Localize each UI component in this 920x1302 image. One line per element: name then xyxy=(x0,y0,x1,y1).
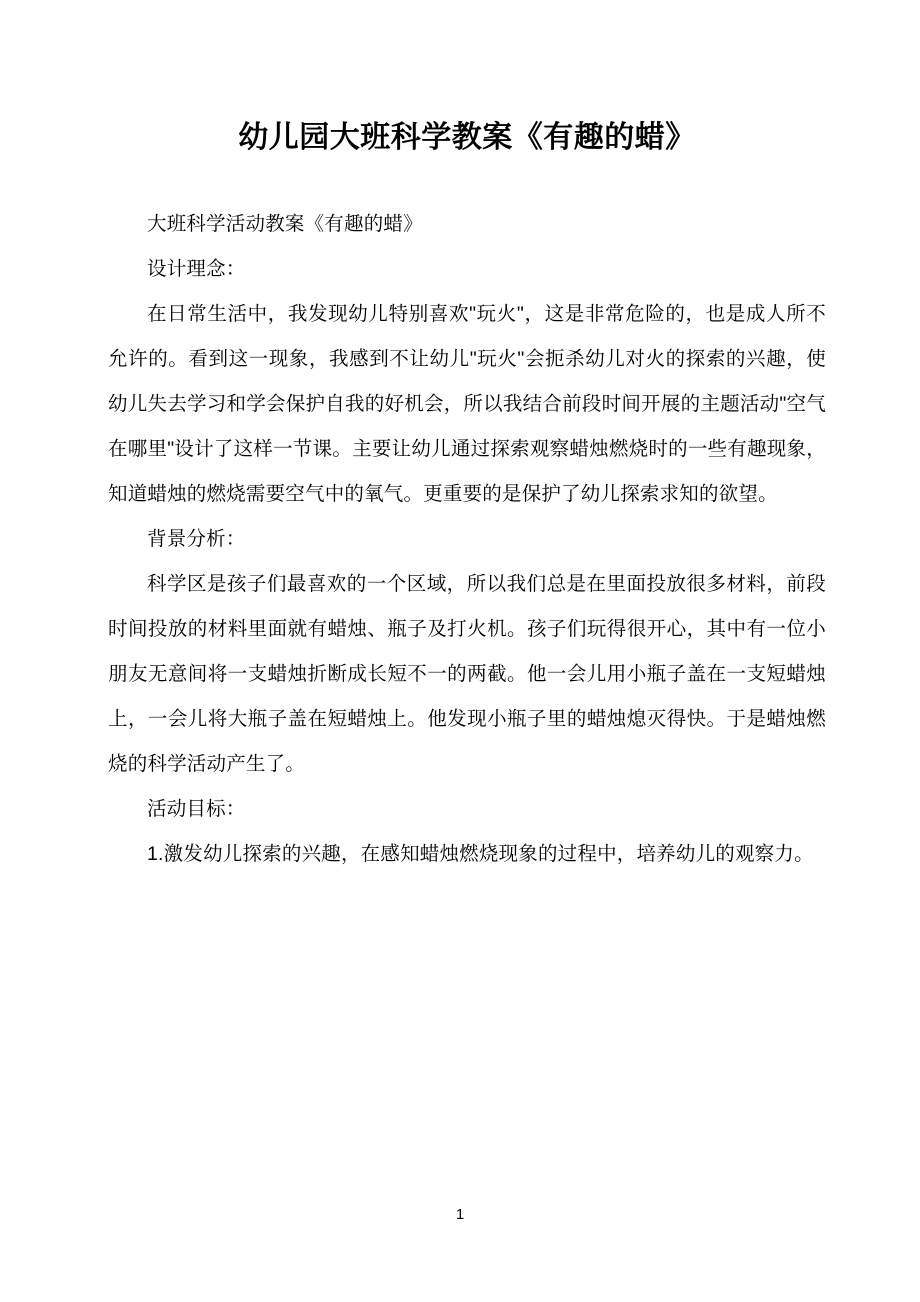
paragraph-subtitle: 大班科学活动教案《有趣的蜡》 xyxy=(147,213,423,235)
paragraph-background-body: 科学区是孩子们最喜欢的一个区域，所以我们总是在里面投放很多材料，前段时间投放的材料里面就有蜡烛、瓶子及打火机。孩子们玩得很开心，其中有一位小朋友无意间将一支蜡烛折断成长短不一的两截。他一会儿用小瓶子盖在一支短蜡烛上，一会儿将大瓶子盖在短蜡烛上。他发现小瓶子里的蜡烛熄灭得快。于是蜡烛燃烧的科学活动产生了。 xyxy=(108,573,826,775)
document-body xyxy=(108,0,826,877)
paragraph-background-heading: 背景分析： xyxy=(147,528,246,550)
paragraph-goal-one: 1.激发幼儿探索的兴趣，在感知蜡烛燃烧现象的过程中，培养幼儿的观察力。 xyxy=(147,843,814,865)
page-number: 1 xyxy=(455,1206,465,1223)
paragraph-design-heading: 设计理念： xyxy=(147,258,246,280)
paragraph-goals-heading: 活动目标： xyxy=(147,798,246,820)
page-title: 幼儿园大班科学教案《有趣的蜡》 xyxy=(238,121,696,154)
paragraph-design-body: 在日常生活中，我发现幼儿特别喜欢"玩火"，这是非常危险的，也是成人所不允许的。看到这一现象，我感到不让幼儿"玩火"会扼杀幼儿对火的探索的兴趣，使幼儿失去学习和学会保护自我的好机会，所以我结合前段时间开展的主题活动"空气在哪里"设计了这样一节课。主要让幼儿通过探索观察蜡烛燃烧时的一些有趣现象，知道蜡烛的燃烧需要空气中的氧气。更重要的是保护了幼儿探索求知的欲望。 xyxy=(108,303,826,505)
